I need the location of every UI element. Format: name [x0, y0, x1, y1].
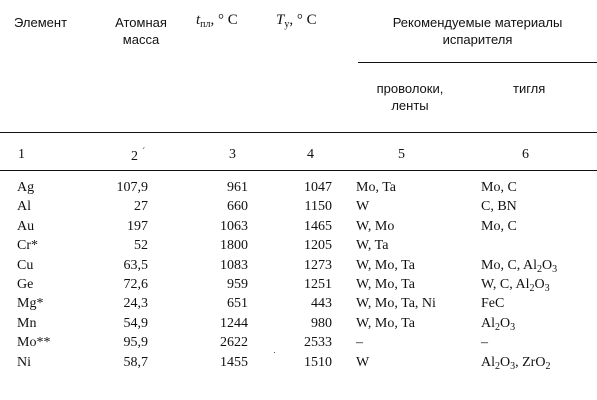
- cell-mass: 107,9: [116, 180, 148, 195]
- cell-melting: 1800: [220, 238, 248, 253]
- cell-vapor: 1510: [304, 355, 332, 370]
- cell-mass: 58,7: [123, 355, 148, 370]
- cell-vapor: 1465: [304, 219, 332, 234]
- cell-crucible: FeC: [481, 296, 505, 311]
- colnum-2-text: 2: [131, 149, 138, 164]
- header-vapor-temp: [276, 12, 317, 29]
- header-wire-line2: ленты: [391, 98, 429, 113]
- cell-wire: W: [356, 355, 370, 370]
- cell-crucible: W, C, $Al_2O_3$: [481, 277, 550, 294]
- cell-vapor: 1205: [304, 238, 332, 253]
- header-melting-unit: , ° С: [210, 12, 238, 28]
- cell-element: Au: [17, 219, 35, 234]
- cell-crucible: $Al_2O_3$: [481, 316, 516, 333]
- cell-element: Cu: [17, 258, 34, 273]
- cell-wire: W, Mo, Ta: [356, 258, 415, 273]
- cell-mass: 54,9: [123, 316, 148, 331]
- cell-crucible: $Al_2O_3$, ZrO$_2$: [481, 355, 551, 372]
- header-recommended-line1: Рекомендуемые материалы: [392, 15, 563, 30]
- cell-crucible: Mo, C: [481, 180, 517, 195]
- cell-melting: 1244: [220, 316, 248, 331]
- cell-element: Mn: [17, 316, 37, 331]
- cell-wire: W, Mo, Ta, Ni: [356, 296, 436, 311]
- header-wire: [360, 80, 460, 114]
- cell-mass: 24,3: [123, 296, 148, 311]
- cell-vapor: 2533: [304, 335, 332, 350]
- colnum-2: 2 $^ˊ$: [131, 147, 146, 164]
- header-atomic-mass-line2: масса: [122, 32, 160, 47]
- colnum-4: 4: [307, 147, 314, 162]
- cell-element: Ag: [17, 180, 35, 195]
- header-vapor-unit: , ° С: [289, 12, 317, 28]
- cell-crucible: Mo, C, $Al_2O_3$: [481, 258, 558, 275]
- header-vapor-t: T: [276, 12, 285, 28]
- cell-melting: 959: [227, 277, 248, 292]
- cell-wire: –: [356, 335, 363, 350]
- cell-mass: 63,5: [123, 258, 148, 273]
- cell-vapor: 1251: [304, 277, 332, 292]
- cell-element: Cr*: [17, 238, 38, 253]
- colnum-rule: [0, 170, 597, 171]
- header-recommended: [358, 14, 597, 48]
- cell-wire: W, Ta: [356, 238, 389, 253]
- colnum-6: 6: [522, 147, 529, 162]
- cell-mass: 197: [127, 219, 148, 234]
- header-rule: [0, 132, 597, 133]
- cell-element: Ni: [17, 355, 31, 370]
- cell-crucible: Mo, C: [481, 219, 517, 234]
- cell-melting: 1063: [220, 219, 248, 234]
- cell-vapor: 980: [311, 316, 332, 331]
- cell-wire: W: [356, 199, 370, 214]
- cell-mass: 95,9: [123, 335, 148, 350]
- cell-mass: 52: [134, 238, 148, 253]
- cell-wire: W, Mo: [356, 219, 395, 234]
- cell-element: Al: [17, 199, 31, 214]
- header-recommended-line2: испарителя: [442, 32, 513, 47]
- header-atomic-mass: [103, 14, 179, 48]
- cell-element: Ge: [17, 277, 34, 292]
- cell-crucible: C, BN: [481, 199, 517, 214]
- cell-vapor: 1273: [304, 258, 332, 273]
- cell-vapor: 1047: [304, 180, 332, 195]
- header-melting-temp: [196, 12, 238, 29]
- colnum-1: 1: [18, 147, 25, 162]
- cell-melting: 660: [227, 199, 248, 214]
- cell-mass: 27: [134, 199, 148, 214]
- header-vapor-sub: у: [284, 19, 290, 30]
- cell-melting: 1455: [220, 355, 248, 370]
- colnum-5: 5: [398, 147, 405, 162]
- cell-element: Mg*: [17, 296, 44, 311]
- cell-crucible: –: [481, 335, 488, 350]
- colnum-3: 3: [229, 147, 236, 162]
- header-subrule: [358, 62, 597, 63]
- header-crucible: тигля: [513, 81, 546, 96]
- cell-element: Mo**: [17, 335, 51, 350]
- cell-mass: 72,6: [123, 277, 148, 292]
- cell-wire: W, Mo, Ta: [356, 277, 415, 292]
- cell-melting: 1083: [220, 258, 248, 273]
- cell-vapor: 443: [311, 296, 332, 311]
- header-atomic-mass-line1: Атомная: [115, 15, 167, 30]
- cell-wire: W, Mo, Ta: [356, 316, 415, 331]
- header-melting-t: t: [196, 12, 201, 28]
- header-element: Элемент: [14, 15, 68, 30]
- cell-wire: Mo, Ta: [356, 180, 396, 195]
- cell-melting: 2622: [220, 335, 248, 350]
- cell-vapor: 1150: [304, 199, 332, 214]
- cell-melting: 961: [227, 180, 248, 195]
- header-wire-line1: проволоки,: [376, 81, 444, 96]
- header-melting-sub: пл: [200, 19, 211, 30]
- cell-melting: 651: [227, 296, 248, 311]
- stray-dot: [274, 352, 275, 353]
